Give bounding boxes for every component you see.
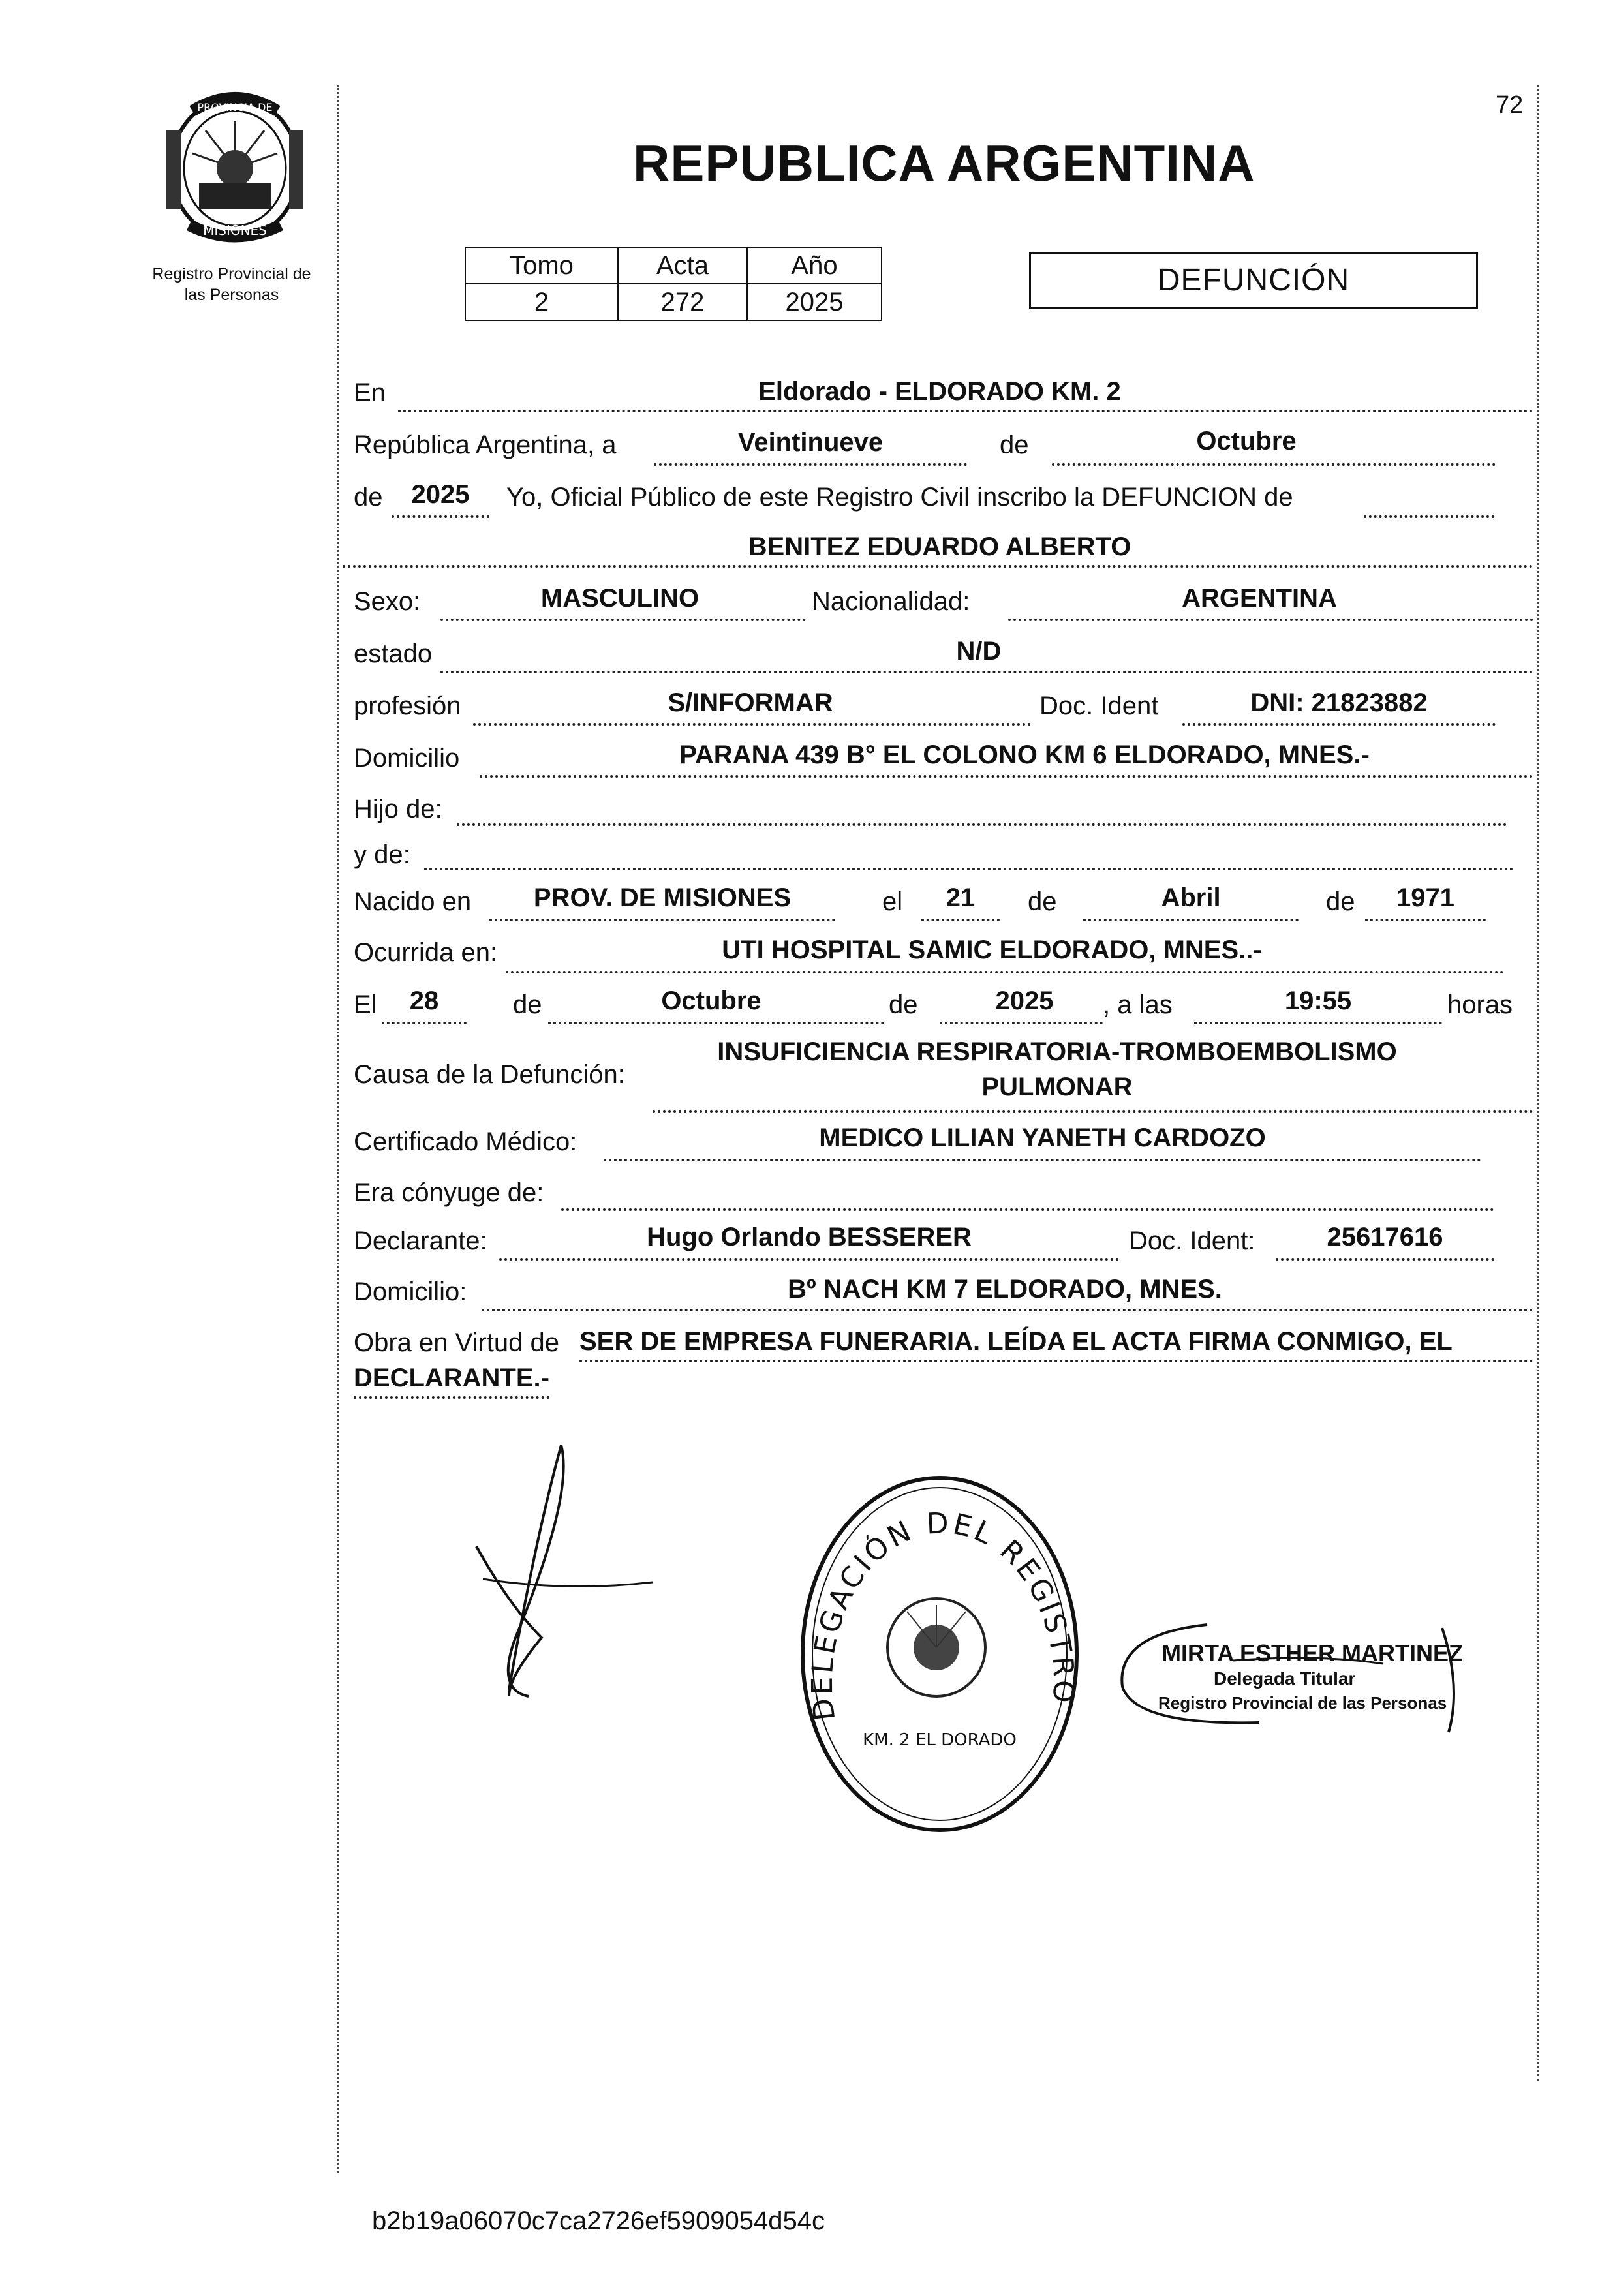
decl-doc-dots <box>1276 1258 1494 1261</box>
certificado-dots <box>604 1159 1481 1161</box>
act-type-box: DEFUNCIÓN <box>1029 252 1478 309</box>
registry-name <box>127 264 336 305</box>
obra-line-1: SER DE EMPRESA FUNERARIA. LEÍDA EL ACTA FIRMA CONMIGO, EL <box>579 1327 1453 1356</box>
signature-icon <box>470 1442 666 1703</box>
estado-dots <box>440 671 1533 673</box>
birth-de-label: de <box>1028 887 1057 916</box>
domicilio-dots <box>480 775 1533 778</box>
acta-value: 272 <box>618 284 747 320</box>
province-logo <box>153 91 316 254</box>
estado-value: N/D <box>956 637 1002 666</box>
en-dots <box>398 410 1533 412</box>
day-words-dots <box>654 463 967 466</box>
doc-dots <box>1182 723 1496 726</box>
death-year-value: 2025 <box>995 987 1054 1015</box>
deceased-name: BENITEZ EDUARDO ALBERTO <box>748 532 1131 561</box>
nacido-dots <box>489 919 835 921</box>
birth-day-dots <box>921 919 1000 921</box>
causa-line-1: INSUFICIENCIA RESPIRATORIA-TROMBOEMBOLISMO <box>717 1037 1397 1066</box>
declarante-label: Declarante: <box>354 1227 487 1255</box>
month-dots <box>1052 463 1496 466</box>
death-day-dots <box>382 1022 467 1024</box>
doc-value: DNI: 21823882 <box>1250 688 1428 717</box>
nacido-label: Nacido en <box>354 887 472 916</box>
profesion-dots <box>473 723 1031 726</box>
official-stamp <box>1109 1615 1475 1739</box>
nacido-value: PROV. DE MISIONES <box>533 883 792 912</box>
domicilio2-value: Bº NACH KM 7 ELDORADO, MNES. <box>788 1275 1222 1304</box>
el-label: el <box>882 887 903 916</box>
sexo-label: Sexo: <box>354 587 421 616</box>
conyuge-dots <box>561 1208 1494 1211</box>
svg-text:DELEGACIÓN DEL REGISTRO DE LAS <box>796 1471 1081 1722</box>
certificado-value: MEDICO LILIAN YANETH CARDOZO <box>819 1124 1266 1152</box>
anio-header: Año <box>747 247 882 284</box>
logo-text-bottom: MISIONES <box>203 222 267 238</box>
death-time-dots <box>1194 1022 1442 1024</box>
yde-label: y de: <box>354 840 410 869</box>
birth-month-value: Abril <box>1161 883 1221 912</box>
birth-day-value: 21 <box>946 883 976 912</box>
domicilio-value: PARANA 439 B° EL COLONO KM 6 ELDORADO, MNES.- <box>679 741 1370 769</box>
profesion-value: S/INFORMAR <box>668 688 833 717</box>
inscribo-dots <box>1364 515 1494 518</box>
alas-label: , a las <box>1103 990 1173 1019</box>
el2-label: El <box>354 990 377 1019</box>
death-de2-label: de <box>889 990 918 1019</box>
de-label: de <box>1000 431 1029 459</box>
obra-dots-2 <box>354 1396 549 1399</box>
tomo-value: 2 <box>465 284 618 320</box>
page-title: REPUBLICA ARGENTINA <box>633 134 1255 192</box>
domicilio2-label: Domicilio: <box>354 1278 467 1306</box>
en-value: Eldorado - ELDORADO KM. 2 <box>758 377 1121 406</box>
year-dots <box>392 515 489 518</box>
name-dots <box>343 565 1533 568</box>
causa-label: Causa de la Defunción: <box>354 1060 625 1089</box>
declarante-dots <box>499 1258 1119 1261</box>
month-value: Octubre <box>1196 427 1297 455</box>
obra-label: Obra en Virtud de <box>354 1328 560 1357</box>
stamp-name: MIRTA ESTHER MARTINEZ <box>1161 1640 1463 1666</box>
profesion-label: profesión <box>354 692 461 720</box>
record-table <box>465 247 882 321</box>
death-de-label: de <box>513 990 542 1019</box>
sexo-value: MASCULINO <box>540 584 700 613</box>
declarante-value: Hugo Orlando BESSERER <box>647 1223 972 1251</box>
birth-month-dots <box>1083 919 1299 921</box>
domicilio-label: Domicilio <box>354 744 460 773</box>
death-month-value: Octubre <box>661 987 761 1015</box>
obra-dots-1 <box>579 1360 1533 1362</box>
ocurrida-dots <box>506 971 1504 973</box>
decl-doc-label: Doc. Ident: <box>1129 1227 1255 1255</box>
seal-arc-text: DELEGACIÓN DEL REGISTRO <box>805 1506 1081 1722</box>
acta-header: Acta <box>618 247 747 284</box>
declarant-signature <box>470 1442 666 1703</box>
anio-value: 2025 <box>747 284 882 320</box>
yde-dots <box>424 868 1514 870</box>
decl-doc-value: 25617616 <box>1327 1223 1443 1251</box>
republica-label: República Argentina, a <box>354 431 617 459</box>
birth-de2-label: de <box>1326 887 1355 916</box>
birth-year-dots <box>1365 919 1486 921</box>
death-year-dots <box>940 1022 1103 1024</box>
tomo-header: Tomo <box>465 247 618 284</box>
ocurrida-label: Ocurrida en: <box>354 938 498 967</box>
obra-line-2: DECLARANTE.- <box>354 1364 549 1392</box>
registry-line-2: las Personas <box>184 286 279 304</box>
nacionalidad-dots <box>1008 619 1533 621</box>
logo-text-top: PROVINCIA DE <box>197 101 273 114</box>
seal-inner-text: KM. 2 EL DORADO <box>863 1730 1017 1750</box>
stamp-office: Registro Provincial de las Personas <box>1158 1693 1447 1713</box>
inscribo-text: Yo, Oficial Público de este Registro Civil inscribo la DEFUNCION de <box>506 483 1293 512</box>
seal-icon <box>796 1471 1083 1837</box>
birth-year-value: 1971 <box>1396 883 1454 912</box>
causa-line-2: PULMONAR <box>981 1073 1133 1101</box>
doc-label: Doc. Ident <box>1039 692 1159 720</box>
day-words-value: Veintinueve <box>737 428 884 457</box>
death-time-value: 19:55 <box>1284 987 1352 1015</box>
right-margin-line <box>1537 85 1539 2081</box>
causa-dots <box>653 1110 1533 1113</box>
document-hash: b2b19a06070c7ca2726ef5909054d54c <box>372 2207 825 2235</box>
coat-of-arms-icon <box>153 91 316 254</box>
conyuge-label: Era cónyuge de: <box>354 1178 544 1207</box>
year-value: 2025 <box>411 480 470 509</box>
nacionalidad-value: ARGENTINA <box>1182 584 1337 613</box>
year-de-label: de <box>354 483 383 512</box>
domicilio2-dots <box>482 1309 1533 1311</box>
registry-seal <box>796 1471 1083 1837</box>
ocurrida-value: UTI HOSPITAL SAMIC ELDORADO, MNES..- <box>722 936 1262 964</box>
en-label: En <box>354 378 386 407</box>
death-month-dots <box>548 1022 884 1024</box>
sexo-dots <box>440 619 806 621</box>
left-margin-line <box>337 85 339 2173</box>
death-day-value: 28 <box>409 987 439 1015</box>
nacionalidad-label: Nacionalidad: <box>812 587 970 616</box>
certificado-label: Certificado Médico: <box>354 1127 577 1156</box>
hijo-label: Hijo de: <box>354 795 442 823</box>
stamp-role: Delegada Titular <box>1214 1668 1356 1689</box>
estado-label: estado <box>354 639 433 668</box>
registry-line-1: Registro Provincial de <box>152 265 311 283</box>
hijo-dots <box>457 823 1507 826</box>
page-number: 72 <box>1496 91 1524 119</box>
horas-label: horas <box>1447 990 1513 1019</box>
